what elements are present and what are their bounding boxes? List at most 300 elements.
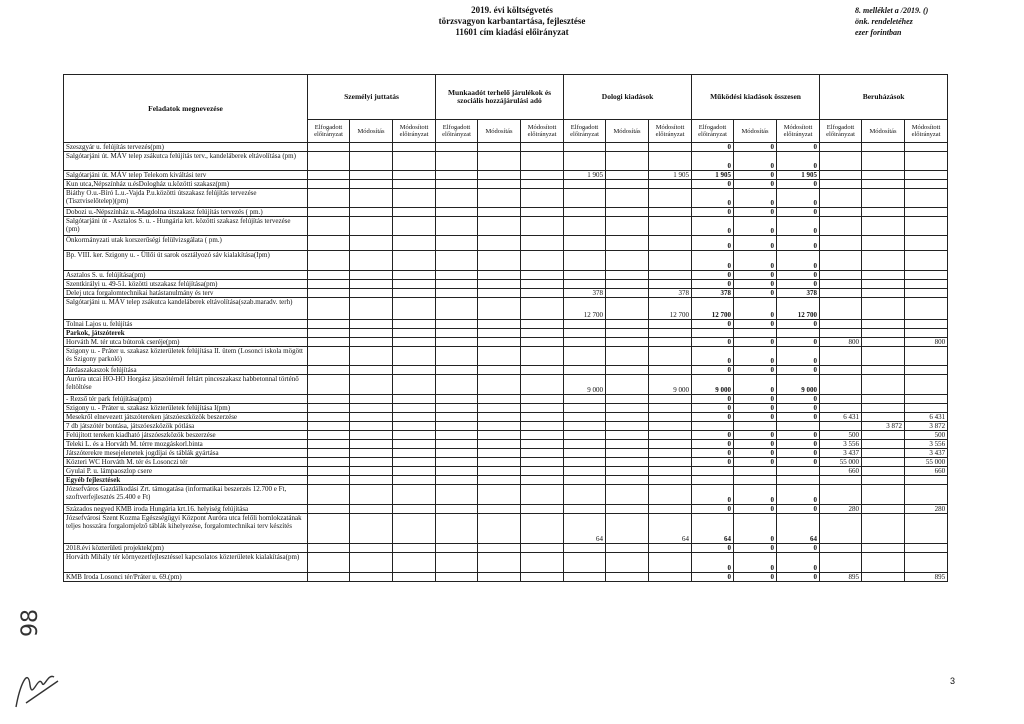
value-cell — [436, 505, 478, 514]
row-label: Közteri WC Horváth M. tér és Losonczi tér — [64, 458, 308, 467]
value-cell — [905, 143, 948, 152]
value-cell — [521, 329, 564, 338]
value-cell — [393, 338, 436, 347]
subheader-cell: Módosított előirányzat — [521, 120, 564, 143]
value-cell — [393, 143, 436, 152]
value-cell — [905, 217, 948, 236]
value-cell: 0 — [692, 280, 734, 289]
table-row — [64, 449, 948, 458]
value-cell — [393, 236, 436, 251]
value-cell — [478, 395, 521, 404]
value-cell — [393, 189, 436, 208]
value-cell — [564, 413, 606, 422]
value-cell — [521, 280, 564, 289]
table-row — [64, 422, 948, 431]
value-cell — [350, 366, 393, 375]
value-cell: 0 — [734, 217, 777, 236]
value-cell — [606, 404, 649, 413]
value-cell — [308, 298, 350, 320]
value-cell — [862, 440, 905, 449]
value-cell — [308, 449, 350, 458]
value-cell — [393, 171, 436, 180]
value-cell — [564, 208, 606, 217]
value-cell — [862, 329, 905, 338]
value-cell — [478, 366, 521, 375]
value-cell — [862, 573, 905, 582]
value-cell — [478, 189, 521, 208]
value-cell — [478, 208, 521, 217]
value-cell — [350, 347, 393, 366]
value-cell — [350, 395, 393, 404]
value-cell — [862, 413, 905, 422]
value-cell — [649, 485, 692, 505]
value-cell: 0 — [692, 152, 734, 171]
value-cell — [649, 236, 692, 251]
value-cell — [436, 180, 478, 189]
value-cell — [564, 217, 606, 236]
value-cell — [478, 251, 521, 271]
value-cell — [606, 440, 649, 449]
value-cell — [862, 143, 905, 152]
value-cell — [564, 553, 606, 573]
value-cell — [521, 375, 564, 395]
value-cell — [649, 395, 692, 404]
subheader-cell: Módosítás — [350, 120, 393, 143]
value-cell: 0 — [692, 251, 734, 271]
value-cell — [905, 289, 948, 298]
value-cell — [436, 553, 478, 573]
table-row — [64, 413, 948, 422]
value-cell — [905, 320, 948, 329]
value-cell — [478, 413, 521, 422]
value-cell — [436, 152, 478, 171]
value-cell — [308, 476, 350, 485]
value-cell: 660 — [820, 467, 862, 476]
value-cell: 0 — [777, 413, 820, 422]
value-cell — [521, 338, 564, 347]
value-cell: 0 — [777, 485, 820, 505]
value-cell: 12 700 — [692, 298, 734, 320]
value-cell — [521, 476, 564, 485]
value-cell: 6 431 — [905, 413, 948, 422]
value-cell — [478, 422, 521, 431]
row-label: Asztalos S. u. felújítása(pm) — [64, 271, 308, 280]
value-cell: 0 — [777, 208, 820, 217]
value-cell — [436, 544, 478, 553]
value-cell — [308, 431, 350, 440]
row-label: Biáthy O.u.-Bíró L.u.-Vajda P.u.közötti útszakasz felújítás tervezése (Tisztviselőtelep)(pm) — [64, 189, 308, 208]
subheader-cell: Elfogadott előirányzat — [564, 120, 606, 143]
value-cell — [862, 298, 905, 320]
value-cell — [649, 476, 692, 485]
row-label: Józsefvárosi Szent Kozma Egészségügyi Központ Auróra utca felőli homlokzatának teljes hosszára forgalomjelző táblák kihelyezése, forgalomtechnikai terv készítés — [64, 514, 308, 544]
value-cell — [308, 251, 350, 271]
value-cell — [478, 476, 521, 485]
value-cell — [606, 280, 649, 289]
value-cell — [393, 271, 436, 280]
value-cell — [393, 553, 436, 573]
value-cell — [436, 449, 478, 458]
value-cell — [649, 208, 692, 217]
value-cell — [350, 180, 393, 189]
table-row — [64, 251, 948, 271]
value-cell: 0 — [734, 208, 777, 217]
value-cell — [649, 449, 692, 458]
row-label: Felújított tereken kiadható játszóeszközök beszerzése — [64, 431, 308, 440]
value-cell — [393, 467, 436, 476]
value-cell — [308, 271, 350, 280]
value-cell — [308, 320, 350, 329]
value-cell — [905, 271, 948, 280]
value-cell — [820, 422, 862, 431]
value-cell: 0 — [734, 449, 777, 458]
value-cell — [734, 476, 777, 485]
subheader-cell: Módosított előirányzat — [905, 120, 948, 143]
value-cell — [350, 422, 393, 431]
value-cell — [308, 395, 350, 404]
value-cell: 0 — [734, 320, 777, 329]
value-cell: 0 — [692, 320, 734, 329]
value-cell — [606, 505, 649, 514]
value-cell — [649, 422, 692, 431]
value-cell: 9 000 — [649, 375, 692, 395]
value-cell — [393, 208, 436, 217]
value-cell: 0 — [777, 395, 820, 404]
value-cell — [606, 298, 649, 320]
value-cell — [820, 152, 862, 171]
value-cell — [564, 467, 606, 476]
signature-mark — [8, 655, 63, 715]
value-cell — [436, 458, 478, 467]
value-cell — [478, 553, 521, 573]
value-cell — [308, 514, 350, 544]
value-cell: 0 — [734, 143, 777, 152]
table-row — [64, 289, 948, 298]
value-cell — [606, 413, 649, 422]
value-cell — [905, 208, 948, 217]
table-row — [64, 458, 948, 467]
value-cell — [820, 171, 862, 180]
value-cell: 64 — [564, 514, 606, 544]
value-cell: 3 872 — [905, 422, 948, 431]
value-cell — [606, 514, 649, 544]
value-cell — [564, 320, 606, 329]
row-label: Tolnai Lajos u. felújítás — [64, 320, 308, 329]
value-cell — [564, 180, 606, 189]
value-cell: 0 — [692, 505, 734, 514]
value-cell — [350, 404, 393, 413]
value-cell — [436, 422, 478, 431]
value-cell — [862, 208, 905, 217]
value-cell: 0 — [692, 189, 734, 208]
value-cell — [393, 347, 436, 366]
value-cell: 0 — [734, 236, 777, 251]
value-cell — [820, 251, 862, 271]
value-cell — [606, 143, 649, 152]
col-group-personnel: Személyi juttatás — [308, 75, 436, 120]
value-cell — [606, 573, 649, 582]
value-cell — [820, 236, 862, 251]
table-row — [64, 347, 948, 366]
value-cell — [436, 338, 478, 347]
header-line-1: 2019. évi költségvetés — [471, 5, 553, 15]
value-cell — [393, 152, 436, 171]
value-cell — [564, 338, 606, 347]
value-cell — [777, 329, 820, 338]
value-cell — [862, 366, 905, 375]
value-cell — [478, 338, 521, 347]
value-cell: 0 — [734, 514, 777, 544]
value-cell: 1 905 — [649, 171, 692, 180]
value-cell — [905, 476, 948, 485]
value-cell: 0 — [692, 553, 734, 573]
value-cell — [820, 404, 862, 413]
value-cell — [862, 375, 905, 395]
value-cell — [606, 458, 649, 467]
value-cell — [393, 413, 436, 422]
value-cell — [905, 236, 948, 251]
value-cell — [564, 189, 606, 208]
value-cell: 0 — [734, 573, 777, 582]
value-cell: 0 — [692, 347, 734, 366]
value-cell — [393, 440, 436, 449]
value-cell — [521, 236, 564, 251]
value-cell: 0 — [777, 573, 820, 582]
value-cell — [436, 431, 478, 440]
value-cell — [521, 171, 564, 180]
row-label: Járdaszakaszok felújítása — [64, 366, 308, 375]
value-cell: 0 — [777, 449, 820, 458]
value-cell — [564, 440, 606, 449]
value-cell — [564, 458, 606, 467]
value-cell — [478, 458, 521, 467]
value-cell — [436, 320, 478, 329]
value-cell — [606, 467, 649, 476]
subheader-cell: Módosított előirányzat — [393, 120, 436, 143]
side-mark-text: 98 — [18, 609, 43, 637]
header-line-2: törzsvagyon karbantartása, fejlesztése — [438, 16, 586, 26]
value-cell — [393, 404, 436, 413]
value-cell: 800 — [905, 338, 948, 347]
value-cell: 0 — [734, 289, 777, 298]
table-row — [64, 171, 948, 180]
row-label: 2018.évi közterületi projektek(pm) — [64, 544, 308, 553]
value-cell: 9 000 — [564, 375, 606, 395]
value-cell — [350, 280, 393, 289]
value-cell — [564, 505, 606, 514]
value-cell — [606, 553, 649, 573]
value-cell — [308, 143, 350, 152]
value-cell — [820, 189, 862, 208]
value-cell — [692, 476, 734, 485]
row-label: - Rezső tér park felújítása(pm) — [64, 395, 308, 404]
value-cell — [436, 467, 478, 476]
value-cell — [478, 171, 521, 180]
value-cell — [436, 189, 478, 208]
value-cell: 0 — [734, 505, 777, 514]
header-line-3: 11601 cím kiadási előirányzat — [455, 27, 569, 37]
value-cell — [606, 289, 649, 298]
value-cell — [478, 152, 521, 171]
value-cell — [521, 514, 564, 544]
value-cell — [777, 467, 820, 476]
value-cell: 0 — [734, 404, 777, 413]
value-cell — [478, 298, 521, 320]
value-cell — [606, 171, 649, 180]
value-cell — [649, 404, 692, 413]
row-label: 7 db játszótér bontása, játszóeszközök pótlása — [64, 422, 308, 431]
value-cell: 0 — [777, 280, 820, 289]
row-label: Mesekről elnevezett játszótereken játszóeszközök beszerzése — [64, 413, 308, 422]
value-cell: 0 — [777, 217, 820, 236]
value-cell — [649, 180, 692, 189]
value-cell — [393, 289, 436, 298]
value-cell — [564, 404, 606, 413]
value-cell — [606, 329, 649, 338]
value-cell — [649, 329, 692, 338]
value-cell — [862, 458, 905, 467]
value-cell — [350, 271, 393, 280]
value-cell — [478, 280, 521, 289]
value-cell — [521, 467, 564, 476]
value-cell — [692, 422, 734, 431]
value-cell — [436, 236, 478, 251]
value-cell: 0 — [777, 271, 820, 280]
value-cell — [862, 485, 905, 505]
value-cell — [521, 251, 564, 271]
value-cell — [606, 251, 649, 271]
value-cell — [606, 366, 649, 375]
value-cell: 0 — [692, 395, 734, 404]
row-label: Teleki L. és a Horváth M. térre mozgáskorl.binta — [64, 440, 308, 449]
value-cell — [521, 347, 564, 366]
value-cell: 0 — [777, 544, 820, 553]
value-cell — [905, 180, 948, 189]
value-cell: 0 — [734, 189, 777, 208]
table-row — [64, 298, 948, 320]
value-cell — [521, 553, 564, 573]
value-cell — [820, 395, 862, 404]
value-cell — [393, 449, 436, 458]
value-cell: 0 — [692, 208, 734, 217]
value-cell: 0 — [777, 505, 820, 514]
value-cell — [308, 329, 350, 338]
value-cell — [606, 395, 649, 404]
value-cell: 0 — [734, 553, 777, 573]
table-row — [64, 189, 948, 208]
value-cell — [393, 514, 436, 544]
table-row — [64, 404, 948, 413]
value-cell — [436, 171, 478, 180]
value-cell — [862, 431, 905, 440]
row-label: Százados negyed KMB iroda Hungária krt.16. helyiség felújítása — [64, 505, 308, 514]
value-cell: 0 — [734, 440, 777, 449]
value-cell — [308, 404, 350, 413]
value-cell — [521, 458, 564, 467]
value-cell — [820, 180, 862, 189]
value-cell — [606, 485, 649, 505]
value-cell — [521, 449, 564, 458]
value-cell — [862, 404, 905, 413]
value-cell — [393, 329, 436, 338]
row-label: Szentkirályi u. 49-51. közötti utszakasz felújítása(pm) — [64, 280, 308, 289]
value-cell — [820, 320, 862, 329]
table-row — [64, 476, 948, 485]
value-cell: 0 — [692, 573, 734, 582]
value-cell: 378 — [692, 289, 734, 298]
value-cell: 378 — [649, 289, 692, 298]
value-cell — [393, 544, 436, 553]
value-cell — [564, 485, 606, 505]
value-cell: 0 — [734, 280, 777, 289]
value-cell — [478, 431, 521, 440]
value-cell: 378 — [777, 289, 820, 298]
value-cell: 500 — [905, 431, 948, 440]
annex-reference — [855, 5, 1010, 38]
value-cell — [393, 298, 436, 320]
value-cell — [564, 366, 606, 375]
value-cell — [564, 544, 606, 553]
value-cell — [649, 505, 692, 514]
value-cell — [649, 458, 692, 467]
value-cell — [478, 375, 521, 395]
value-cell — [350, 338, 393, 347]
value-cell — [905, 514, 948, 544]
value-cell — [862, 236, 905, 251]
value-cell — [649, 413, 692, 422]
value-cell — [393, 280, 436, 289]
value-cell: 0 — [777, 180, 820, 189]
value-cell — [436, 440, 478, 449]
row-label: Gyulai P. u. lámpaoszlop csere — [64, 467, 308, 476]
table-row — [64, 395, 948, 404]
row-label: Salgótarjáni út. MÁV telep Telekom kiváltási terv — [64, 171, 308, 180]
value-cell: 0 — [692, 431, 734, 440]
value-cell: 0 — [692, 271, 734, 280]
value-cell — [820, 514, 862, 544]
value-cell — [734, 467, 777, 476]
value-cell — [820, 271, 862, 280]
table-row — [64, 280, 948, 289]
table-row — [64, 180, 948, 189]
value-cell — [478, 289, 521, 298]
value-cell: 0 — [734, 458, 777, 467]
value-cell — [820, 298, 862, 320]
budget-table — [63, 74, 948, 582]
value-cell — [564, 329, 606, 338]
value-cell: 0 — [777, 553, 820, 573]
value-cell — [436, 395, 478, 404]
value-cell — [478, 514, 521, 544]
subheader-cell: Módosított előirányzat — [649, 120, 692, 143]
col-group-material: Dologi kiadások — [564, 75, 692, 120]
table-row — [64, 236, 948, 251]
value-cell: 895 — [820, 573, 862, 582]
value-cell — [649, 553, 692, 573]
value-cell — [308, 217, 350, 236]
table-row — [64, 514, 948, 544]
value-cell — [393, 505, 436, 514]
value-cell — [350, 440, 393, 449]
row-label: Salgótarjáni út. MÁV telep zsákutca felújítás terv., kandeláberek eltávolítása (pm) — [64, 152, 308, 171]
value-cell — [308, 289, 350, 298]
value-cell — [308, 347, 350, 366]
value-cell: 0 — [777, 366, 820, 375]
value-cell: 0 — [692, 366, 734, 375]
value-cell: 0 — [734, 431, 777, 440]
value-cell: 64 — [649, 514, 692, 544]
row-label: Salgótarjáni u. MÁV telep zsákutca kandeláberek eltávolítása(szab.maradv. terh) — [64, 298, 308, 320]
